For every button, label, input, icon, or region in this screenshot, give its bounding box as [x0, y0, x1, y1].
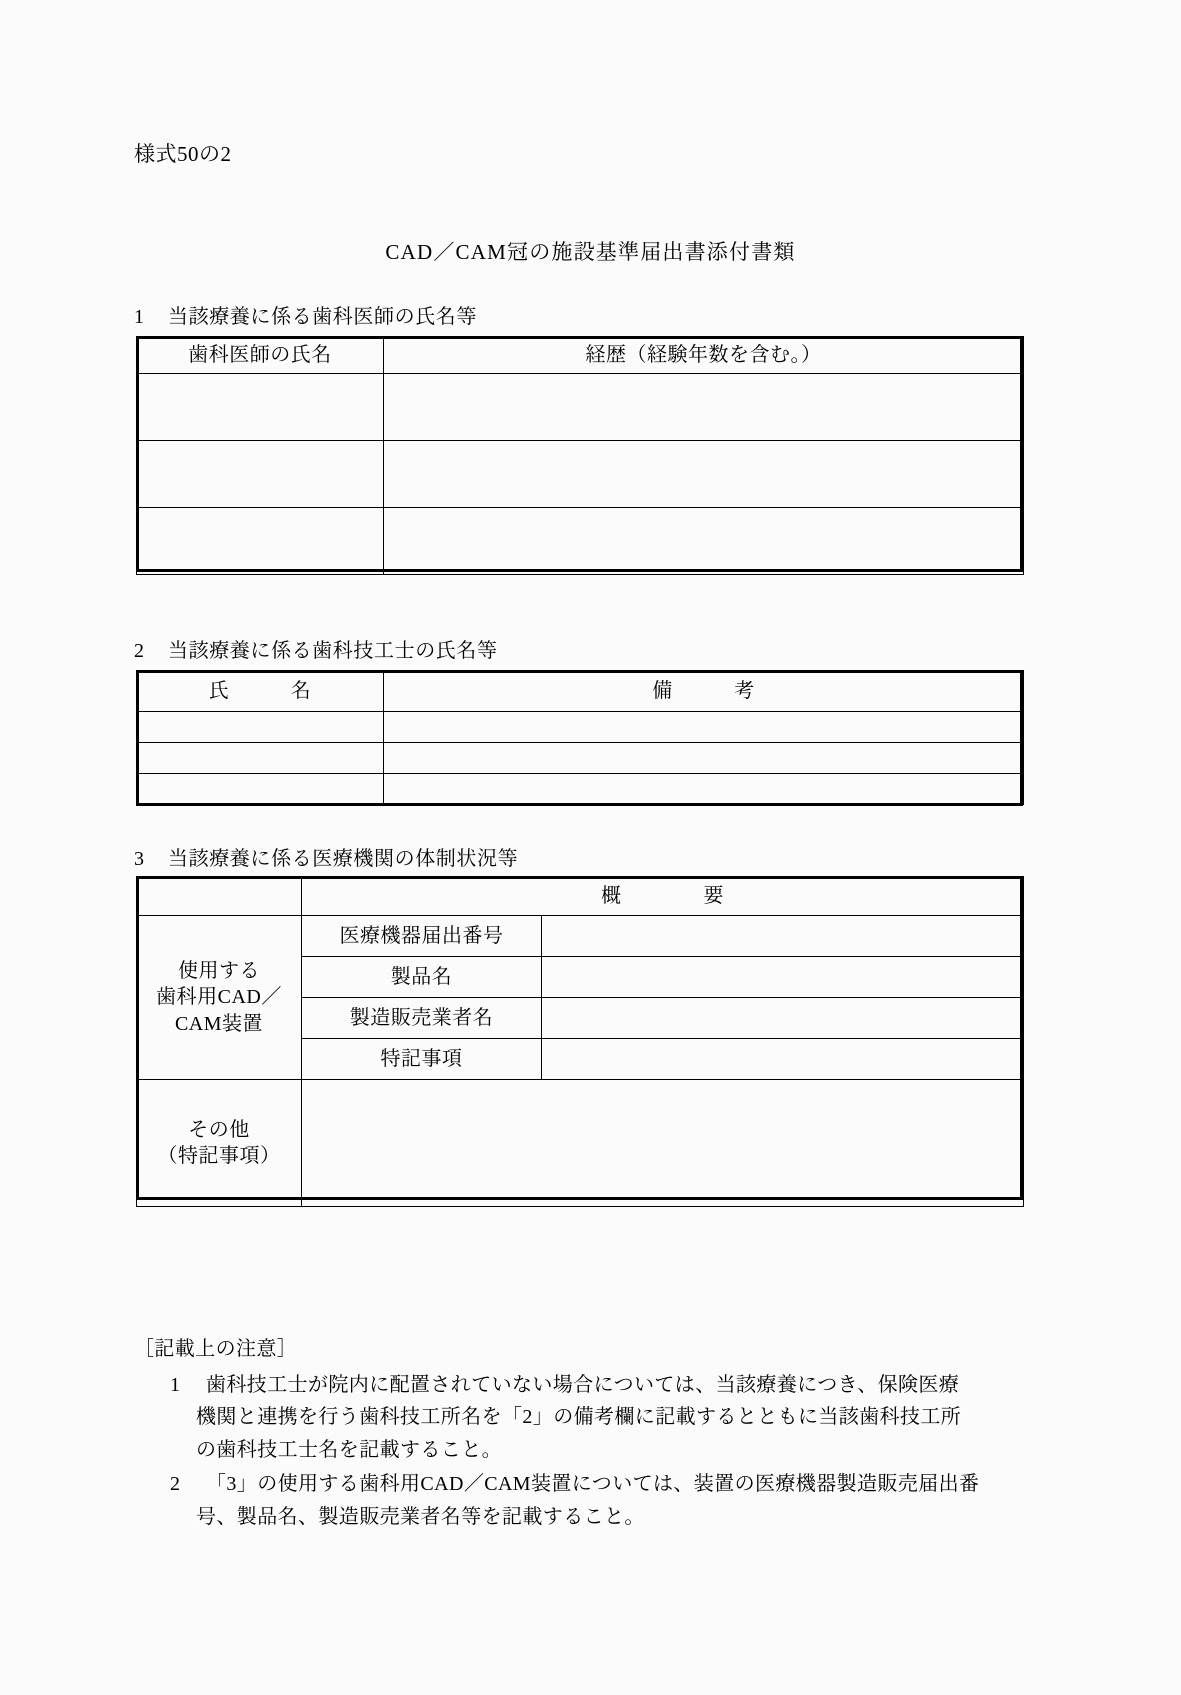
table-technicians [136, 670, 1024, 805]
column-header-technician-name: 氏 名 [137, 671, 384, 712]
note-item-2 [134, 1468, 1034, 1533]
section-number-2: 2 [134, 640, 145, 662]
note-2-line-1: 「3」の使用する歯科用CAD／CAM装置については、装置の医療機器製造販売届出番 [206, 1473, 980, 1496]
other-label-line-1: その他 [188, 1118, 250, 1141]
cell-dentist-career-3[interactable] [384, 508, 1024, 575]
row-header-other [137, 1080, 302, 1207]
section-heading-2 [134, 634, 498, 663]
note-number-1: 1 [170, 1374, 181, 1396]
section-label-2: 当該療養に係る歯科技工士の氏名等 [168, 640, 498, 662]
form-number: 様式50の2 [134, 142, 232, 166]
section-number-3: 3 [134, 848, 145, 870]
note-item-1 [134, 1369, 1034, 1466]
note-1-line-1: 歯科技工士が院内に配置されていない場合については、当該療養につき、保険医療 [206, 1374, 960, 1396]
row-label-device-special-notes: 特記事項 [302, 1039, 542, 1080]
table-row [137, 1080, 1024, 1207]
table-row [137, 774, 1024, 805]
cell-dentist-career-1[interactable] [384, 374, 1024, 441]
cell-dentist-name-1[interactable] [137, 374, 384, 441]
cell-other-value[interactable] [302, 1080, 1024, 1207]
section-heading-3 [134, 842, 518, 871]
row-header-cadcam-device [137, 916, 302, 1080]
notes-title: ［記載上の注意］ [134, 1338, 298, 1360]
cell-technician-remarks-2[interactable] [384, 743, 1024, 774]
table-header-row [137, 337, 1024, 374]
cadcam-label-line-3: CAM装置 [174, 1012, 264, 1035]
table-row [137, 508, 1024, 575]
other-label-line-2: （特記事項） [157, 1145, 281, 1167]
table-facility-status [136, 876, 1024, 1207]
row-label-product-name: 製品名 [302, 957, 542, 998]
column-header-overview: 概 要 [302, 877, 1024, 916]
cell-dentist-name-2[interactable] [137, 441, 384, 508]
cell-technician-remarks-1[interactable] [384, 712, 1024, 743]
section-label-3: 当該療養に係る医療機関の体制状況等 [168, 848, 519, 870]
table-header-row [137, 671, 1024, 712]
table-header-row [137, 877, 1024, 916]
cadcam-label-line-1: 使用する [178, 959, 260, 982]
row-label-manufacturer-name: 製造販売業者名 [302, 998, 542, 1039]
cell-device-notification-number[interactable] [542, 916, 1024, 957]
section-label-1: 当該療養に係る歯科医師の氏名等 [168, 306, 477, 328]
section-heading-1 [134, 300, 477, 329]
table-dentists [136, 336, 1024, 575]
column-header-dentist-career: 経歴（経験年数を含む。） [384, 337, 1024, 374]
cell-technician-remarks-3[interactable] [384, 774, 1024, 805]
table-row [137, 712, 1024, 743]
column-header-technician-remarks: 備 考 [384, 671, 1024, 712]
cadcam-label-line-2: 歯科用CAD／ [156, 986, 282, 1009]
cell-dentist-career-2[interactable] [384, 441, 1024, 508]
section-number-1: 1 [134, 306, 145, 328]
note-1-line-2: 機関と連携を行う歯科技工所名を「2」の備考欄に記載するとともに当該歯科技工所 [196, 1406, 962, 1429]
cell-device-special-notes[interactable] [542, 1039, 1024, 1080]
cell-technician-name-3[interactable] [137, 774, 384, 805]
table-row [137, 374, 1024, 441]
cell-product-name[interactable] [542, 957, 1024, 998]
cell-technician-name-2[interactable] [137, 743, 384, 774]
table-row [137, 916, 1024, 957]
notes-block [134, 1332, 1034, 1535]
cell-manufacturer-name[interactable] [542, 998, 1024, 1039]
cell-technician-name-1[interactable] [137, 712, 384, 743]
note-2-line-2: 号、製品名、製造販売業者名等を記載すること。 [196, 1505, 645, 1528]
table-row [137, 441, 1024, 508]
cell-corner-blank [137, 877, 302, 916]
note-number-2: 2 [170, 1473, 181, 1496]
row-label-device-notification-number: 医療機器届出番号 [302, 916, 542, 957]
cell-dentist-name-3[interactable] [137, 508, 384, 575]
table-row [137, 743, 1024, 774]
column-header-dentist-name: 歯科医師の氏名 [137, 337, 384, 374]
note-1-line-3: の歯科技工士名を記載すること。 [196, 1438, 502, 1461]
page-title: CAD／CAM冠の施設基準届出書添付書類 [385, 240, 796, 264]
